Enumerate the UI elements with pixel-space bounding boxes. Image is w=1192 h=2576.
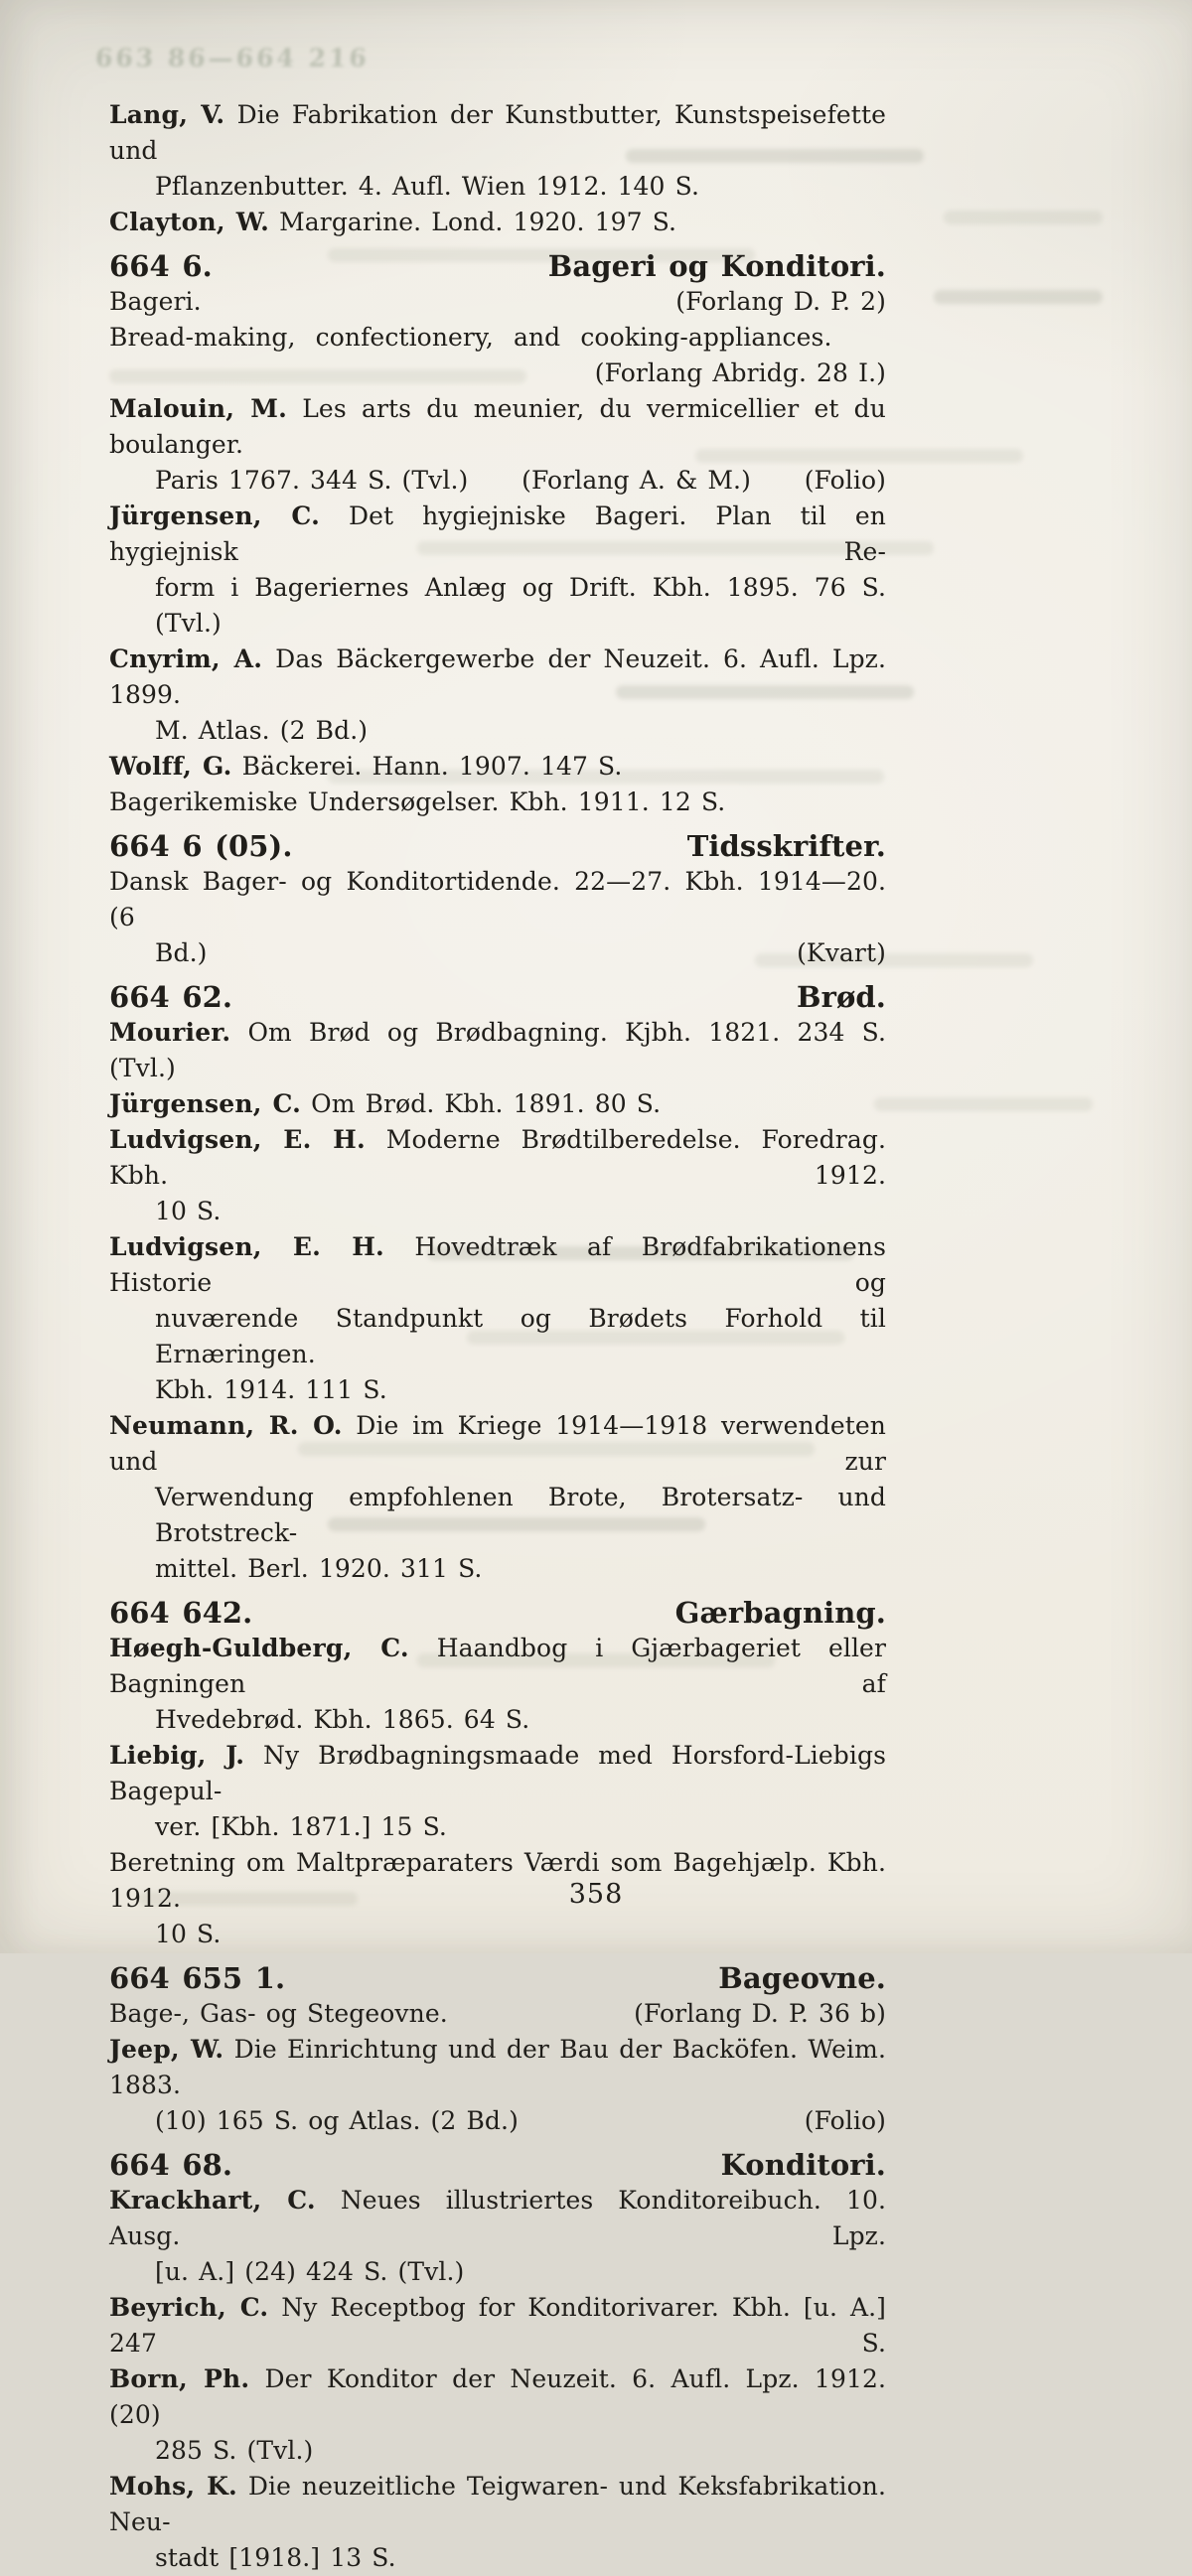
bib-entry-line [109,1015,886,1086]
bib-continuation-line [109,570,886,642]
section-title: Brød. [796,980,886,1014]
bibliography [109,97,886,2576]
section-number: 664 6 (05). [109,829,293,863]
split-right: (Forlang D. P. 36 b) [634,1999,886,2028]
bib-split-line [109,1996,886,2032]
entry-text: Om Brød. Kbh. 1891. 80 S. [311,1089,662,1118]
page-number: 358 [568,1879,624,1910]
entry-text: Die neuzeitliche Teigwaren- und Keksfabrikation. Neu- [109,2472,887,2536]
entry-text: M. Atlas. (2 Bd.) [155,716,369,745]
section-title: Gærbagning. [674,1596,886,1630]
entry-text: mittel. Berl. 1920. 311 S. [155,1554,483,1583]
author-name: Beyrich, C. [109,2293,269,2322]
bib-entry-line [109,1122,886,1194]
bib-entry-line [109,1631,886,1702]
split-left: (10) 165 S. og Atlas. (2 Bd.) [155,2106,519,2135]
bib-entry-line [109,391,886,463]
entry-text: 285 S. (Tvl.) [155,2436,314,2465]
entry-text: [u. A.] (24) 424 S. (Tvl.) [155,2257,465,2286]
section-title: Tidsskrifter. [686,829,886,863]
bib-entry-line [109,1408,886,1480]
entry-text: Verwendung empfohlenen Brote, Brotersatz- und Brotstreck- [155,1483,886,1547]
section-heading [109,1960,886,1996]
bib-continuation-line [109,2540,886,2576]
author-name: Jürgensen, C. [109,1089,302,1118]
bib-entry-line [109,499,886,570]
bib-split-line [109,935,886,971]
author-name: Lang, V. [109,100,225,129]
bib-continuation-line [109,1480,886,1551]
entry-text: Om Brød og Brødbagning. Kjbh. 1821. 234 S. (Tvl.) [109,1018,886,1082]
bib-entry-line [109,1086,886,1122]
entry-text: Die Einrichtung und der Bau der Backöfen. Weim. 1883. [109,2035,886,2099]
bib-entry-line [109,205,886,240]
section-number: 664 655 1. [109,1961,286,1995]
author-name: Clayton, W. [109,208,270,236]
bib-continuation-line [109,1917,886,1952]
bib-split-line [109,284,886,320]
entry-text: Bagerikemiske Undersøgelser. Kbh. 1911. 12 S. [109,787,726,816]
bleed-through-smudge [874,1097,1093,1111]
bib-entry-line [109,2290,886,2361]
bib-split-line [109,2103,886,2139]
section-heading [109,828,886,864]
entry-text: form i Bageriernes Anlæg og Drift. Kbh. 1895. 76 S. (Tvl.) [155,573,886,638]
author-name: Liebig, J. [109,1741,245,1770]
entry-text: Die im Kriege 1914—1918 verwendeten und zur [109,1411,886,1476]
bleed-through-smudge [934,290,1103,304]
bib-right-annotation [109,356,886,391]
bib-entry-line [109,1229,886,1301]
section-heading [109,248,886,284]
author-name: Mohs, K. [109,2472,237,2501]
entry-text: ver. [Kbh. 1871.] 15 S. [155,1812,447,1841]
entry-text: Der Konditor der Neuzeit. 6. Aufl. Lpz. 1912. (20) [109,2364,887,2429]
author-name: Cnyrim, A. [109,644,263,673]
bib-entry-line [109,2183,886,2254]
bib-continuation-line [109,1551,886,1587]
author-name: Neumann, R. O. [109,1411,343,1440]
bib-split-line [109,463,886,499]
author-name: Wolff, G. [109,752,232,781]
section-title: Bageri og Konditori. [547,249,886,283]
bib-entry-line [109,320,886,356]
entry-text: Les arts du meunier, du vermicellier et du boulanger. [109,394,886,459]
split-left: Bageri. [109,287,202,316]
entry-text: Pflanzenbutter. 4. Aufl. Wien 1912. 140 S. [155,172,699,201]
entry-text: 10 S. [155,1197,222,1225]
entry-text: Neues illustriertes Konditoreibuch. 10. Ausg. Lpz. [109,2186,887,2250]
author-name: Krackhart, C. [109,2186,316,2215]
split-left: Bage-, Gas- og Stegeovne. [109,1999,448,2028]
bib-continuation-line [109,713,886,749]
bib-entry-line [109,2469,886,2540]
section-heading [109,2147,886,2183]
entry-text: stadt [1918.] 13 S. [155,2543,396,2572]
entry-text: Dansk Bager- og Konditortidende. 22—27. Kbh. 1914—20. (6 [109,867,886,931]
bib-entry-line [109,97,886,169]
entry-text: Das Bäckergewerbe der Neuzeit. 6. Aufl. Lpz. 1899. [109,644,886,709]
bib-entry-line [109,2032,886,2103]
bib-entry-line [109,864,886,935]
bib-continuation-line [109,1194,886,1229]
entry-text: Ny Receptbog for Konditorivarer. Kbh. [u. A.] 247 S. [109,2293,886,2358]
author-name: Jürgensen, C. [109,501,320,530]
entry-text: Margarine. Lond. 1920. 197 S. [279,208,677,236]
entry-text: Hovedtræk af Brødfabrikationens Historie og [109,1232,887,1297]
bib-continuation-line [109,2254,886,2290]
author-name: Høegh-Guldberg, C. [109,1634,409,1662]
entry-text: Beretning om Maltpræparaters Værdi som Bagehjælp. Kbh. 1912. [109,1848,886,1913]
author-name: Malouin, M. [109,394,288,423]
section-number: 664 642. [109,1596,253,1630]
entry-text: Bäckerei. Hann. 1907. 147 S. [241,752,623,781]
author-name: Ludvigsen, E. H. [109,1232,384,1261]
split-left: Bd.) [155,938,208,967]
split-left: Paris 1767. 344 S. (Tvl.) [155,466,469,495]
bib-entry-line [109,749,886,785]
split-right: (Kvart) [797,938,886,967]
entry-text: 10 S. [155,1920,222,1948]
bib-entry-line [109,642,886,713]
bib-continuation-line [109,169,886,205]
bleed-through-header: 663 86—664 216 [94,44,371,72]
entry-text: Kbh. 1914. 111 S. [155,1375,387,1404]
split-right: (Folio) [804,466,886,495]
author-name: Born, Ph. [109,2364,250,2393]
author-name: Ludvigsen, E. H. [109,1125,366,1154]
entry-text: nuværende Standpunkt og Brødets Forhold til Ernæringen. [155,1304,886,1368]
author-name: Jeep, W. [109,2035,224,2064]
author-name: Mourier. [109,1018,231,1047]
section-title: Konditori. [720,2148,886,2182]
right-annotation: (Forlang Abridg. 28 I.) [594,358,886,387]
entry-text: Moderne Brødtilberedelse. Foredrag. Kbh. 1912. [109,1125,886,1190]
entry-text: Ny Brødbagningsmaade med Horsford-Liebigs Bagepul- [109,1741,887,1805]
bib-continuation-line [109,1809,886,1845]
bib-continuation-line [109,1702,886,1738]
section-heading [109,979,886,1015]
entry-text: Bread-making, confectionery, and cooking-appliances. [109,323,832,352]
section-heading [109,1595,886,1631]
bib-continuation-line [109,1301,886,1372]
bleed-through-smudge [944,211,1103,224]
section-number: 664 6. [109,249,213,283]
bib-continuation-line [109,1372,886,1408]
section-number: 664 68. [109,2148,233,2182]
split-right: (Folio) [804,2106,886,2135]
split-right: (Forlang D. P. 2) [675,287,886,316]
bib-entry-line [109,785,886,820]
entry-text: Det hygiejniske Bageri. Plan til en hygiejnisk Re- [109,501,887,566]
entry-text: Hvedebrød. Kbh. 1865. 64 S. [155,1705,530,1734]
bib-entry-line [109,1738,886,1809]
bib-entry-line [109,2361,886,2433]
entry-text: Haandbog i Gjærbageriet eller Bagningen af [109,1634,886,1698]
section-title: Bageovne. [718,1961,886,1995]
split-middle: (Forlang A. & M.) [522,466,751,495]
section-number: 664 62. [109,980,233,1014]
entry-text: Die Fabrikation der Kunstbutter, Kunstspeisefette und [109,100,886,165]
bib-continuation-line [109,2433,886,2469]
